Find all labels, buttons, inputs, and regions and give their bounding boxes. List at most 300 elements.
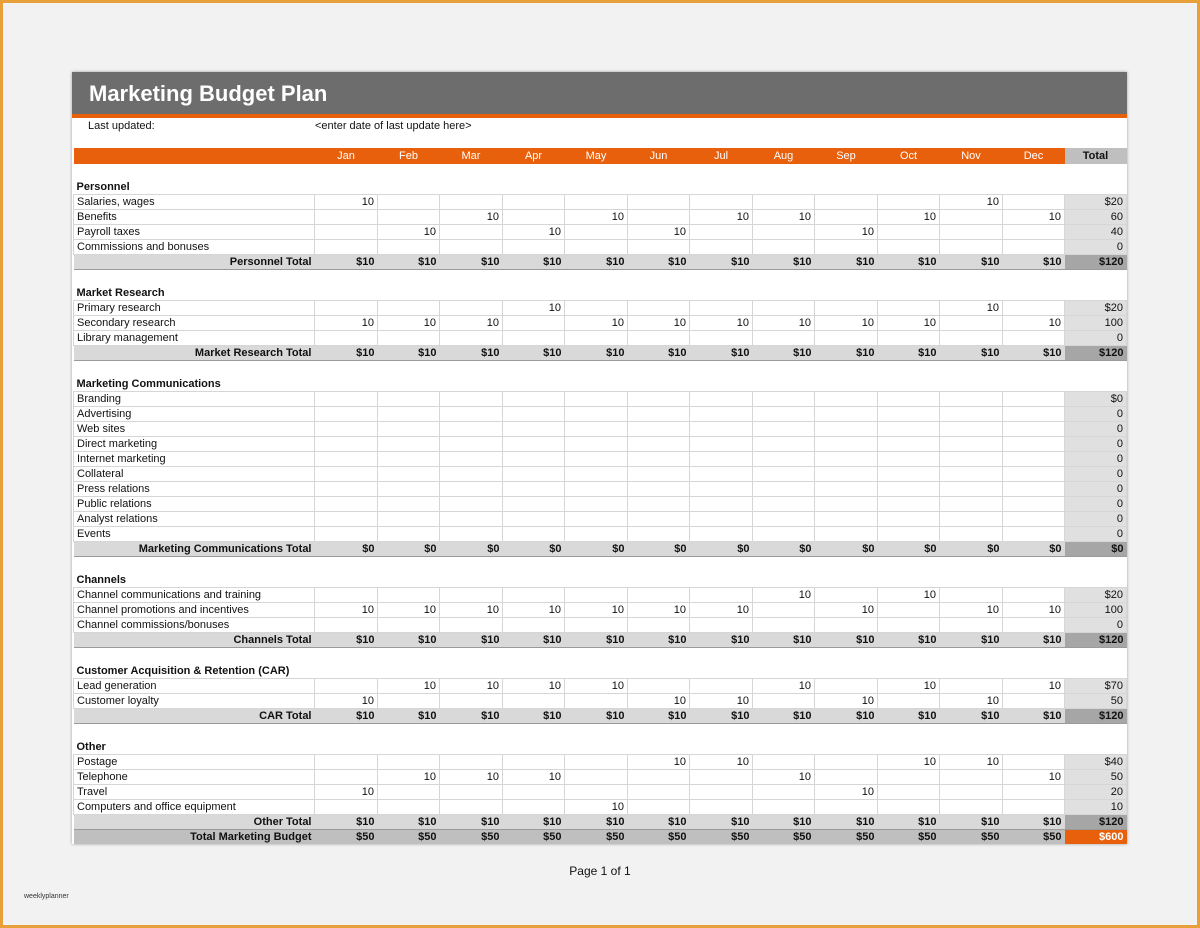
budget-cell[interactable] (503, 195, 565, 210)
budget-cell[interactable] (690, 301, 753, 316)
budget-cell[interactable] (503, 452, 565, 467)
budget-cell[interactable] (378, 482, 440, 497)
budget-cell[interactable] (440, 618, 503, 633)
budget-cell[interactable] (440, 497, 503, 512)
budget-cell[interactable] (315, 301, 378, 316)
budget-cell[interactable] (690, 467, 753, 482)
budget-cell[interactable] (503, 512, 565, 527)
budget-cell[interactable] (315, 679, 378, 694)
budget-cell[interactable]: 10 (565, 679, 628, 694)
budget-cell[interactable] (565, 618, 628, 633)
budget-cell[interactable] (315, 527, 378, 542)
budget-cell[interactable] (315, 618, 378, 633)
budget-cell[interactable] (1003, 452, 1065, 467)
budget-cell[interactable] (753, 785, 815, 800)
budget-cell[interactable] (628, 482, 690, 497)
budget-cell[interactable] (503, 694, 565, 709)
budget-cell[interactable] (690, 770, 753, 785)
budget-cell[interactable] (628, 422, 690, 437)
budget-cell[interactable] (753, 755, 815, 770)
budget-cell[interactable] (753, 603, 815, 618)
budget-cell[interactable] (878, 785, 940, 800)
budget-cell[interactable] (815, 195, 878, 210)
budget-cell[interactable] (378, 512, 440, 527)
budget-cell[interactable] (878, 497, 940, 512)
budget-cell[interactable] (565, 482, 628, 497)
budget-cell[interactable] (440, 301, 503, 316)
budget-cell[interactable]: 10 (628, 603, 690, 618)
budget-cell[interactable] (503, 316, 565, 331)
budget-cell[interactable] (753, 195, 815, 210)
budget-cell[interactable] (815, 679, 878, 694)
budget-cell[interactable]: 10 (940, 694, 1003, 709)
budget-cell[interactable] (878, 240, 940, 255)
budget-cell[interactable] (690, 407, 753, 422)
budget-cell[interactable] (878, 392, 940, 407)
budget-cell[interactable] (1003, 588, 1065, 603)
budget-cell[interactable]: 10 (878, 316, 940, 331)
budget-cell[interactable]: 10 (503, 301, 565, 316)
budget-cell[interactable] (690, 225, 753, 240)
budget-cell[interactable] (565, 422, 628, 437)
budget-cell[interactable] (1003, 225, 1065, 240)
budget-cell[interactable] (440, 467, 503, 482)
budget-cell[interactable] (315, 437, 378, 452)
budget-cell[interactable] (565, 497, 628, 512)
budget-cell[interactable] (628, 392, 690, 407)
budget-cell[interactable] (503, 618, 565, 633)
budget-cell[interactable] (503, 422, 565, 437)
budget-cell[interactable]: 10 (565, 316, 628, 331)
budget-cell[interactable] (753, 422, 815, 437)
budget-cell[interactable]: 10 (440, 316, 503, 331)
budget-cell[interactable] (1003, 437, 1065, 452)
budget-cell[interactable] (940, 679, 1003, 694)
budget-cell[interactable] (315, 512, 378, 527)
budget-cell[interactable] (503, 437, 565, 452)
budget-cell[interactable]: 10 (565, 800, 628, 815)
budget-cell[interactable] (1003, 618, 1065, 633)
budget-cell[interactable] (440, 225, 503, 240)
budget-cell[interactable]: 10 (315, 316, 378, 331)
budget-cell[interactable] (878, 422, 940, 437)
budget-cell[interactable] (753, 240, 815, 255)
budget-cell[interactable] (440, 240, 503, 255)
budget-cell[interactable]: 10 (690, 603, 753, 618)
budget-cell[interactable]: 10 (815, 694, 878, 709)
budget-cell[interactable] (315, 407, 378, 422)
budget-cell[interactable] (440, 694, 503, 709)
budget-cell[interactable] (878, 770, 940, 785)
budget-cell[interactable] (815, 512, 878, 527)
budget-cell[interactable] (690, 437, 753, 452)
budget-cell[interactable] (378, 527, 440, 542)
budget-cell[interactable] (690, 527, 753, 542)
budget-cell[interactable]: 10 (940, 301, 1003, 316)
budget-cell[interactable] (378, 210, 440, 225)
budget-cell[interactable] (753, 527, 815, 542)
budget-cell[interactable] (440, 422, 503, 437)
budget-cell[interactable] (690, 482, 753, 497)
budget-cell[interactable]: 10 (815, 603, 878, 618)
budget-cell[interactable] (1003, 467, 1065, 482)
budget-cell[interactable] (940, 240, 1003, 255)
budget-cell[interactable]: 10 (315, 195, 378, 210)
budget-cell[interactable] (753, 407, 815, 422)
budget-cell[interactable] (315, 800, 378, 815)
budget-cell[interactable] (815, 392, 878, 407)
budget-cell[interactable] (1003, 785, 1065, 800)
budget-cell[interactable]: 10 (753, 770, 815, 785)
budget-cell[interactable] (628, 800, 690, 815)
budget-cell[interactable]: 10 (1003, 603, 1065, 618)
budget-cell[interactable] (690, 800, 753, 815)
budget-cell[interactable]: 10 (753, 679, 815, 694)
budget-cell[interactable]: 10 (1003, 210, 1065, 225)
budget-cell[interactable] (815, 755, 878, 770)
budget-cell[interactable] (628, 331, 690, 346)
budget-cell[interactable] (440, 785, 503, 800)
budget-cell[interactable] (565, 755, 628, 770)
budget-cell[interactable] (940, 210, 1003, 225)
budget-cell[interactable] (315, 240, 378, 255)
budget-cell[interactable] (815, 240, 878, 255)
budget-cell[interactable]: 10 (628, 316, 690, 331)
budget-cell[interactable] (1003, 422, 1065, 437)
budget-cell[interactable] (1003, 512, 1065, 527)
budget-cell[interactable]: 10 (940, 195, 1003, 210)
budget-cell[interactable] (815, 467, 878, 482)
budget-cell[interactable]: 10 (690, 694, 753, 709)
budget-cell[interactable]: 10 (815, 316, 878, 331)
budget-cell[interactable]: 10 (878, 210, 940, 225)
budget-cell[interactable] (315, 210, 378, 225)
budget-cell[interactable] (628, 618, 690, 633)
budget-cell[interactable] (753, 331, 815, 346)
budget-cell[interactable]: 10 (1003, 770, 1065, 785)
budget-cell[interactable] (940, 618, 1003, 633)
budget-cell[interactable]: 10 (315, 603, 378, 618)
budget-cell[interactable] (440, 512, 503, 527)
budget-cell[interactable] (940, 392, 1003, 407)
budget-cell[interactable]: 10 (1003, 316, 1065, 331)
budget-cell[interactable] (315, 770, 378, 785)
budget-cell[interactable] (753, 482, 815, 497)
budget-cell[interactable] (378, 785, 440, 800)
budget-cell[interactable] (503, 467, 565, 482)
budget-cell[interactable] (565, 225, 628, 240)
budget-cell[interactable] (315, 225, 378, 240)
budget-cell[interactable] (378, 422, 440, 437)
budget-cell[interactable]: 10 (440, 603, 503, 618)
budget-cell[interactable] (628, 785, 690, 800)
budget-cell[interactable] (940, 482, 1003, 497)
budget-cell[interactable] (440, 407, 503, 422)
budget-cell[interactable] (1003, 694, 1065, 709)
budget-cell[interactable]: 10 (940, 603, 1003, 618)
budget-cell[interactable]: 10 (878, 755, 940, 770)
budget-cell[interactable] (753, 497, 815, 512)
budget-cell[interactable] (503, 392, 565, 407)
budget-cell[interactable] (940, 331, 1003, 346)
budget-cell[interactable] (503, 210, 565, 225)
budget-cell[interactable] (878, 301, 940, 316)
budget-cell[interactable]: 10 (878, 588, 940, 603)
budget-cell[interactable] (628, 527, 690, 542)
budget-cell[interactable]: 10 (565, 603, 628, 618)
budget-cell[interactable] (1003, 407, 1065, 422)
budget-cell[interactable] (440, 755, 503, 770)
budget-cell[interactable] (753, 392, 815, 407)
budget-cell[interactable] (878, 437, 940, 452)
budget-cell[interactable]: 10 (753, 588, 815, 603)
budget-cell[interactable] (878, 225, 940, 240)
budget-cell[interactable] (878, 407, 940, 422)
budget-cell[interactable]: 10 (440, 679, 503, 694)
budget-cell[interactable] (690, 422, 753, 437)
budget-cell[interactable] (440, 527, 503, 542)
budget-cell[interactable] (628, 210, 690, 225)
budget-cell[interactable] (565, 392, 628, 407)
budget-cell[interactable]: 10 (628, 225, 690, 240)
budget-cell[interactable]: 10 (440, 210, 503, 225)
budget-cell[interactable] (565, 512, 628, 527)
budget-cell[interactable] (690, 785, 753, 800)
budget-cell[interactable] (440, 800, 503, 815)
budget-cell[interactable] (753, 225, 815, 240)
budget-cell[interactable] (378, 694, 440, 709)
budget-cell[interactable] (503, 785, 565, 800)
budget-cell[interactable] (315, 422, 378, 437)
budget-cell[interactable]: 10 (315, 785, 378, 800)
budget-cell[interactable] (440, 452, 503, 467)
budget-cell[interactable] (878, 452, 940, 467)
budget-cell[interactable] (878, 195, 940, 210)
budget-cell[interactable] (378, 437, 440, 452)
budget-cell[interactable] (1003, 331, 1065, 346)
budget-cell[interactable] (940, 407, 1003, 422)
budget-cell[interactable] (628, 770, 690, 785)
budget-cell[interactable] (1003, 527, 1065, 542)
budget-cell[interactable] (878, 618, 940, 633)
budget-cell[interactable] (503, 482, 565, 497)
budget-cell[interactable] (690, 452, 753, 467)
budget-cell[interactable] (940, 497, 1003, 512)
budget-cell[interactable] (1003, 482, 1065, 497)
budget-cell[interactable]: 10 (503, 603, 565, 618)
budget-cell[interactable] (815, 437, 878, 452)
budget-cell[interactable] (878, 800, 940, 815)
budget-cell[interactable] (315, 588, 378, 603)
budget-cell[interactable] (940, 800, 1003, 815)
budget-cell[interactable] (815, 800, 878, 815)
budget-cell[interactable] (815, 331, 878, 346)
budget-cell[interactable] (628, 452, 690, 467)
budget-cell[interactable] (628, 588, 690, 603)
budget-cell[interactable] (815, 770, 878, 785)
budget-cell[interactable] (378, 618, 440, 633)
budget-cell[interactable] (815, 482, 878, 497)
budget-cell[interactable] (503, 407, 565, 422)
budget-cell[interactable] (565, 301, 628, 316)
budget-cell[interactable] (753, 512, 815, 527)
budget-cell[interactable] (565, 467, 628, 482)
budget-cell[interactable] (815, 588, 878, 603)
budget-cell[interactable] (628, 437, 690, 452)
budget-cell[interactable] (503, 755, 565, 770)
budget-cell[interactable] (628, 512, 690, 527)
budget-cell[interactable] (315, 392, 378, 407)
budget-cell[interactable] (378, 301, 440, 316)
budget-cell[interactable] (378, 452, 440, 467)
budget-cell[interactable] (815, 527, 878, 542)
budget-cell[interactable]: 10 (815, 785, 878, 800)
budget-cell[interactable] (690, 392, 753, 407)
budget-cell[interactable] (690, 497, 753, 512)
budget-cell[interactable] (440, 331, 503, 346)
budget-cell[interactable] (565, 195, 628, 210)
last-updated-value[interactable]: <enter date of last update here> (315, 120, 472, 132)
budget-cell[interactable] (940, 422, 1003, 437)
budget-cell[interactable] (440, 482, 503, 497)
budget-cell[interactable] (378, 588, 440, 603)
budget-cell[interactable]: 10 (753, 210, 815, 225)
budget-cell[interactable] (940, 512, 1003, 527)
budget-cell[interactable]: 10 (378, 770, 440, 785)
budget-cell[interactable] (690, 618, 753, 633)
budget-cell[interactable] (940, 452, 1003, 467)
budget-cell[interactable] (690, 679, 753, 694)
budget-cell[interactable] (565, 240, 628, 255)
budget-cell[interactable]: 10 (690, 316, 753, 331)
budget-cell[interactable] (378, 392, 440, 407)
budget-cell[interactable] (628, 195, 690, 210)
budget-cell[interactable]: 10 (628, 694, 690, 709)
budget-cell[interactable] (565, 407, 628, 422)
budget-cell[interactable] (503, 331, 565, 346)
budget-cell[interactable] (815, 210, 878, 225)
budget-cell[interactable] (628, 679, 690, 694)
budget-cell[interactable] (628, 240, 690, 255)
budget-cell[interactable]: 10 (503, 679, 565, 694)
budget-cell[interactable] (628, 467, 690, 482)
budget-cell[interactable] (565, 770, 628, 785)
budget-cell[interactable] (878, 467, 940, 482)
budget-cell[interactable] (628, 301, 690, 316)
budget-cell[interactable]: 10 (690, 755, 753, 770)
budget-cell[interactable] (503, 240, 565, 255)
budget-cell[interactable] (878, 482, 940, 497)
budget-cell[interactable] (940, 527, 1003, 542)
budget-cell[interactable]: 10 (565, 210, 628, 225)
budget-cell[interactable]: 10 (690, 210, 753, 225)
budget-cell[interactable]: 10 (315, 694, 378, 709)
budget-cell[interactable]: 10 (378, 316, 440, 331)
budget-cell[interactable] (940, 588, 1003, 603)
budget-cell[interactable] (690, 512, 753, 527)
budget-cell[interactable] (503, 497, 565, 512)
budget-cell[interactable] (753, 800, 815, 815)
budget-cell[interactable] (628, 407, 690, 422)
budget-cell[interactable] (878, 331, 940, 346)
budget-cell[interactable] (940, 467, 1003, 482)
budget-cell[interactable] (815, 301, 878, 316)
budget-cell[interactable] (315, 755, 378, 770)
budget-cell[interactable] (753, 467, 815, 482)
budget-cell[interactable] (940, 770, 1003, 785)
budget-cell[interactable] (565, 588, 628, 603)
budget-cell[interactable] (1003, 195, 1065, 210)
budget-cell[interactable]: 10 (378, 679, 440, 694)
budget-cell[interactable] (565, 452, 628, 467)
budget-cell[interactable] (815, 422, 878, 437)
budget-cell[interactable] (378, 331, 440, 346)
budget-cell[interactable] (1003, 755, 1065, 770)
budget-cell[interactable]: 10 (815, 225, 878, 240)
budget-cell[interactable]: 10 (628, 755, 690, 770)
budget-cell[interactable] (1003, 301, 1065, 316)
budget-cell[interactable] (628, 497, 690, 512)
budget-cell[interactable] (690, 588, 753, 603)
budget-cell[interactable] (815, 407, 878, 422)
budget-cell[interactable] (503, 527, 565, 542)
budget-cell[interactable]: 10 (503, 225, 565, 240)
budget-cell[interactable] (753, 452, 815, 467)
budget-cell[interactable] (565, 437, 628, 452)
budget-cell[interactable]: 10 (878, 679, 940, 694)
budget-cell[interactable] (440, 437, 503, 452)
budget-cell[interactable] (315, 452, 378, 467)
budget-cell[interactable] (565, 331, 628, 346)
budget-cell[interactable] (440, 195, 503, 210)
budget-cell[interactable] (378, 755, 440, 770)
budget-cell[interactable]: 10 (503, 770, 565, 785)
budget-cell[interactable] (440, 392, 503, 407)
budget-cell[interactable] (378, 195, 440, 210)
budget-cell[interactable] (503, 800, 565, 815)
budget-cell[interactable] (378, 407, 440, 422)
budget-cell[interactable] (565, 527, 628, 542)
budget-cell[interactable] (1003, 497, 1065, 512)
budget-cell[interactable] (378, 240, 440, 255)
budget-cell[interactable] (565, 785, 628, 800)
budget-cell[interactable] (940, 316, 1003, 331)
budget-cell[interactable] (315, 467, 378, 482)
budget-cell[interactable] (940, 437, 1003, 452)
budget-cell[interactable] (1003, 240, 1065, 255)
budget-cell[interactable]: 10 (940, 755, 1003, 770)
budget-cell[interactable] (753, 618, 815, 633)
budget-cell[interactable] (565, 694, 628, 709)
budget-cell[interactable] (1003, 800, 1065, 815)
budget-cell[interactable]: 10 (753, 316, 815, 331)
budget-cell[interactable] (690, 195, 753, 210)
budget-cell[interactable] (753, 437, 815, 452)
budget-cell[interactable] (503, 588, 565, 603)
budget-cell[interactable] (878, 694, 940, 709)
budget-cell[interactable] (315, 497, 378, 512)
budget-cell[interactable] (690, 331, 753, 346)
budget-cell[interactable] (378, 800, 440, 815)
budget-cell[interactable] (815, 618, 878, 633)
budget-cell[interactable] (1003, 392, 1065, 407)
budget-cell[interactable]: 10 (378, 225, 440, 240)
budget-cell[interactable] (878, 603, 940, 618)
budget-cell[interactable] (378, 497, 440, 512)
budget-cell[interactable] (940, 785, 1003, 800)
budget-cell[interactable]: 10 (378, 603, 440, 618)
budget-cell[interactable] (315, 482, 378, 497)
